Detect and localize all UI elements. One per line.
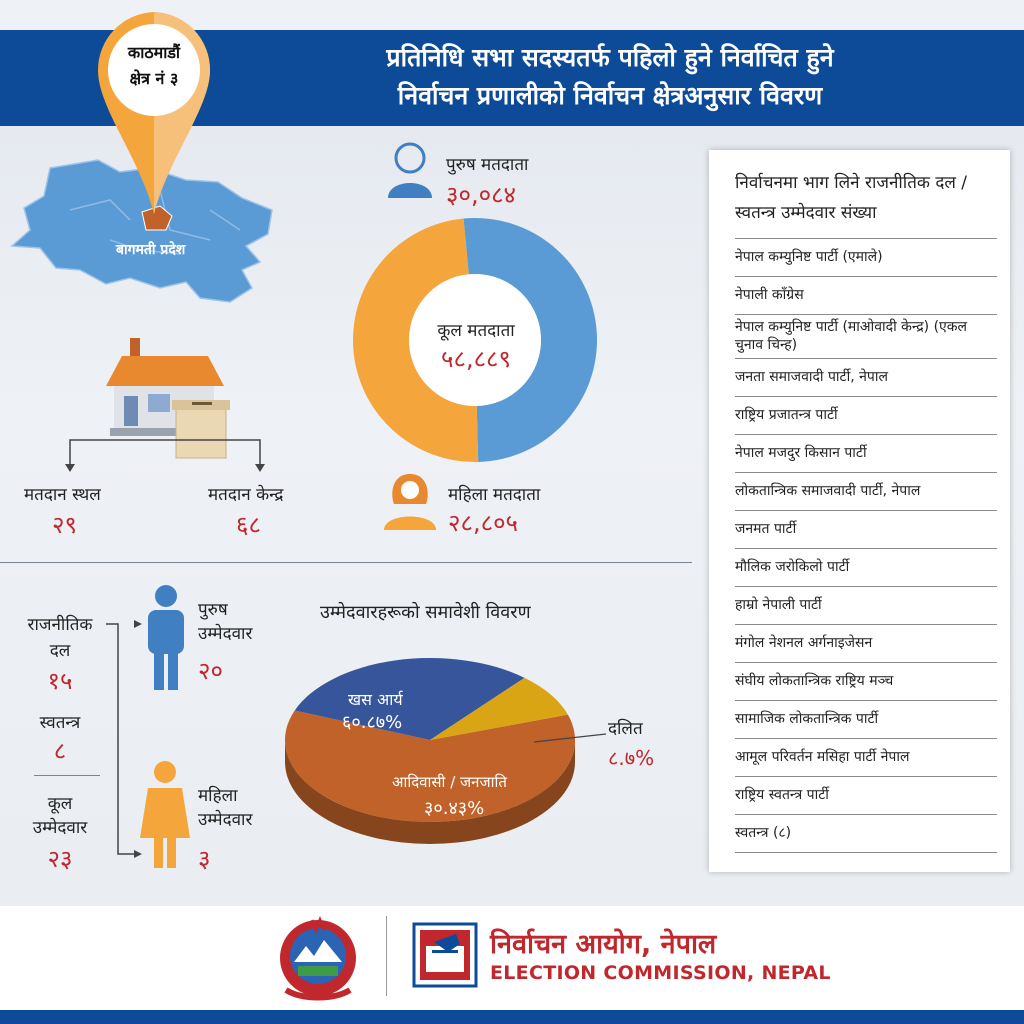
polling-place-label: मतदान स्थल bbox=[24, 485, 101, 505]
male-candidate-value: २० bbox=[198, 657, 223, 685]
party-separator bbox=[735, 738, 997, 739]
party-item: नेपाल मजदुर किसान पार्टी bbox=[735, 445, 867, 461]
party-item: नेपाल कम्युनिष्ट पार्टी (माओवादी केन्द्र) (एकल चुनाव चिन्ह) bbox=[735, 319, 968, 353]
party-item: राष्ट्रिय प्रजातन्त्र पार्टी bbox=[735, 407, 838, 423]
party-item: राष्ट्रिय स्वतन्त्र पार्टी bbox=[735, 787, 829, 803]
party-count-value: १५ bbox=[47, 667, 73, 695]
party-separator bbox=[735, 662, 997, 663]
inclusion-pie-chart bbox=[280, 650, 590, 860]
independent-count-label: स्वतन्त्र bbox=[39, 713, 81, 733]
party-list-title: निर्वाचनमा भाग लिने राजनीतिक दल / स्वतन्त्र उम्मेदवार संख्या bbox=[735, 173, 968, 223]
party-separator bbox=[735, 852, 997, 853]
org-name-nepali: निर्वाचन आयोग, नेपाल bbox=[490, 929, 717, 960]
party-item: स्वतन्त्र (८) bbox=[735, 825, 792, 841]
candidate-divider bbox=[34, 775, 100, 776]
constituency-line2: क्षेत्र नं ३ bbox=[129, 69, 179, 88]
total-candidate-label: कूल उम्मेदवार bbox=[32, 794, 88, 838]
province-label: बागमती प्रदेश bbox=[116, 242, 186, 258]
male-voter-value: ३०,०८४ bbox=[446, 181, 517, 209]
party-separator bbox=[735, 586, 997, 587]
dalit-leader-line bbox=[530, 728, 610, 748]
org-name-english: ELECTION COMMISSION, NEPAL bbox=[490, 962, 831, 984]
national-emblem-icon bbox=[272, 916, 364, 1002]
party-item: हाम्रो नेपाली पार्टी bbox=[735, 597, 822, 613]
female-voter-icon bbox=[380, 470, 440, 532]
party-separator bbox=[735, 700, 997, 701]
party-separator bbox=[735, 776, 997, 777]
party-item: लोकतान्त्रिक समाजवादी पार्टी, नेपाल bbox=[735, 483, 921, 499]
polling-centre-value: ६८ bbox=[236, 511, 261, 539]
party-separator bbox=[735, 314, 997, 315]
footer-divider bbox=[386, 916, 387, 996]
slice-label-adivasi: आदिवासी / जनजाति bbox=[392, 773, 507, 791]
party-item: मंगोल नेशनल अर्गनाइजेसन bbox=[735, 635, 873, 651]
party-item: जनता समाजवादी पार्टी, नेपाल bbox=[735, 369, 888, 385]
slice-label-khas-arya: खस आर्य bbox=[348, 690, 403, 709]
party-separator bbox=[735, 396, 997, 397]
polling-connector bbox=[60, 436, 270, 476]
male-candidate-label: पुरुष उम्मेदवार bbox=[198, 600, 253, 644]
polling-place-value: २९ bbox=[52, 511, 77, 539]
total-candidate-value: २३ bbox=[47, 845, 73, 873]
female-candidate-value: ३ bbox=[198, 845, 211, 873]
party-separator bbox=[735, 624, 997, 625]
male-candidate-icon bbox=[142, 584, 190, 692]
section-divider bbox=[0, 562, 692, 563]
party-list-panel bbox=[709, 150, 1010, 872]
party-item: नेपाली काँग्रेस bbox=[735, 287, 804, 303]
party-separator bbox=[735, 276, 997, 277]
party-item: संघीय लोकतान्त्रिक राष्ट्रिय मञ्च bbox=[735, 673, 894, 689]
party-count-label: राजनीतिक दल bbox=[27, 615, 93, 661]
footer-bar bbox=[0, 1010, 1024, 1024]
slice-value-dalit: ८.७% bbox=[608, 746, 655, 770]
polling-centre-label: मतदान केन्द्र bbox=[208, 485, 284, 505]
party-item: सामाजिक लोकतान्त्रिक पार्टी bbox=[735, 711, 879, 727]
election-commission-logo-icon bbox=[412, 922, 478, 988]
party-item: मौलिक जरोकिलो पार्टी bbox=[735, 559, 850, 575]
male-voter-label: पुरुष मतदाता bbox=[446, 155, 529, 175]
female-voter-value: २८,८०५ bbox=[448, 509, 519, 537]
party-item: जनमत पार्टी bbox=[735, 521, 797, 537]
total-voter-label: कूल मतदाता bbox=[437, 321, 515, 341]
slice-label-dalit: दलित bbox=[608, 719, 643, 739]
party-separator bbox=[735, 358, 997, 359]
party-separator bbox=[735, 238, 997, 239]
party-separator bbox=[735, 434, 997, 435]
male-voter-icon bbox=[384, 140, 436, 200]
slice-value-adivasi: ३०.४३% bbox=[424, 798, 485, 819]
female-candidate-label: महिला उम्मेदवार bbox=[198, 786, 253, 830]
party-separator bbox=[735, 472, 997, 473]
inclusion-title: उम्मेदवारहरूको समावेशी विवरण bbox=[320, 602, 531, 623]
party-separator bbox=[735, 510, 997, 511]
party-item: नेपाल कम्युनिष्ट पार्टी (एमाले) bbox=[735, 249, 883, 265]
header-title-line2: निर्वाचन प्रणालीको निर्वाचन क्षेत्रअनुसार विवरण bbox=[397, 81, 823, 110]
constituency-label bbox=[108, 40, 200, 92]
total-voter-value: ५८,८८९ bbox=[440, 345, 512, 373]
party-item: आमूल परिवर्तन मसिहा पार्टी नेपाल bbox=[735, 749, 910, 765]
header-title-line1: प्रतिनिधि सभा सदस्यतर्फ पहिलो हुने निर्वाचित हुने bbox=[386, 43, 834, 72]
constituency-line1: काठमाडौं bbox=[127, 43, 181, 62]
party-separator bbox=[735, 814, 997, 815]
slice-value-khas-arya: ६०.८७% bbox=[342, 712, 403, 733]
party-separator bbox=[735, 548, 997, 549]
female-candidate-icon bbox=[138, 760, 192, 870]
independent-count-value: ८ bbox=[53, 737, 67, 765]
female-voter-label: महिला मतदाता bbox=[448, 485, 541, 505]
